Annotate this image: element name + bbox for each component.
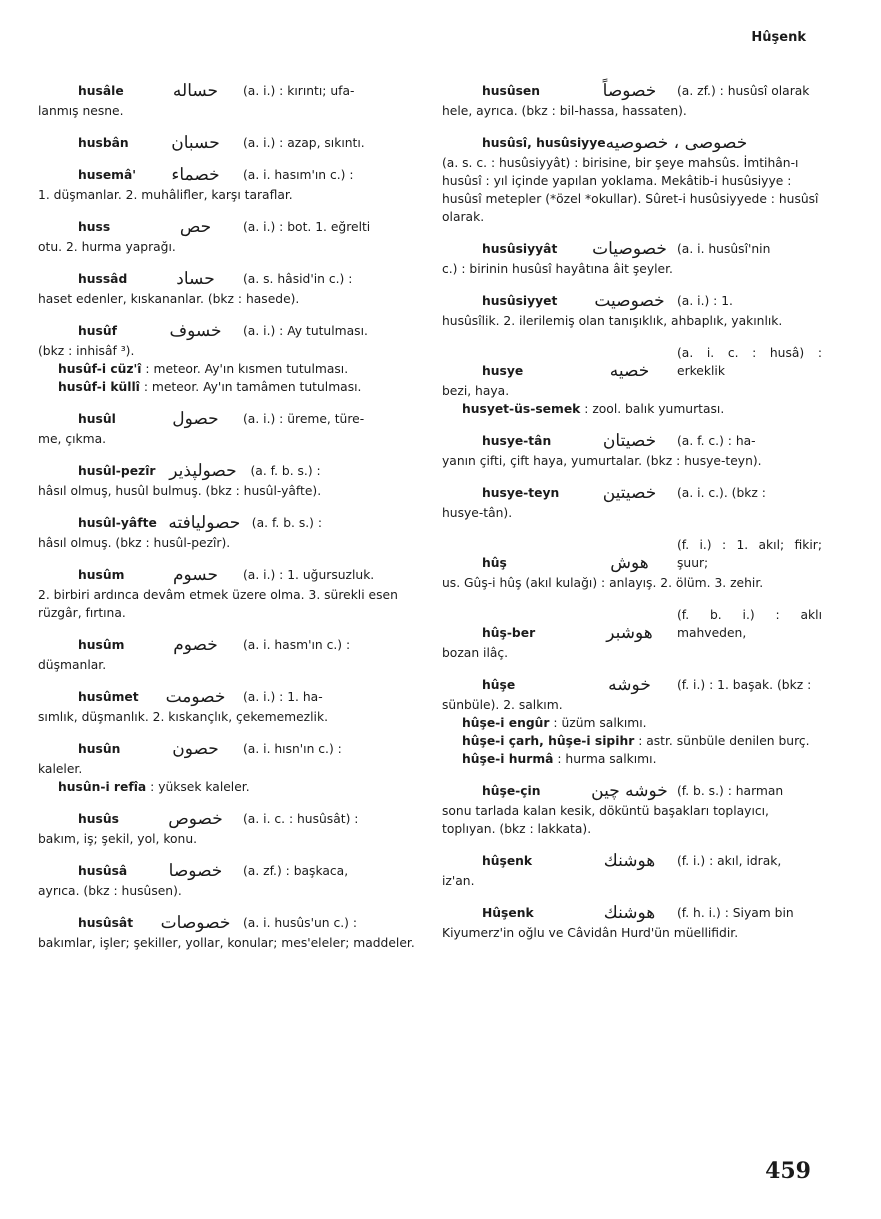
grammar-definition: (a. i. husûsî'nin bbox=[677, 242, 771, 256]
definition-continuation: husûsîlik. 2. ilerilemiş olan tanışıklık, ahbaplık, yakınlık. bbox=[442, 314, 783, 328]
headword: husûn bbox=[78, 742, 121, 756]
headword: husye-tân bbox=[482, 434, 552, 448]
definition-continuation: 1. düşmanlar. 2. muhâlifler, karşı taraflar. bbox=[38, 188, 293, 202]
definition-continuation: c.) : birinin husûsî hayâtına âit şeyler. bbox=[442, 262, 673, 276]
entry-first-line bbox=[38, 166, 418, 184]
sub-definition: : üzüm salkımı. bbox=[553, 716, 647, 730]
arabic-script: خصوم bbox=[173, 635, 218, 655]
grammar-definition: (a. i.) : Ay tutulması. bbox=[243, 324, 368, 338]
grammar-definition: (a. i. hasım'ın c.) : bbox=[243, 168, 354, 182]
dictionary-entry bbox=[38, 740, 418, 796]
grammar-definition: (a. s. hâsid'in c.) : bbox=[243, 272, 353, 286]
sub-headword: hûşe-i hurmâ bbox=[462, 752, 554, 766]
dictionary-entry bbox=[38, 688, 418, 726]
dictionary-entry bbox=[38, 134, 418, 152]
sub-entry bbox=[442, 400, 822, 418]
definition-continuation: sonu tarlada kalan kesik, döküntü başakları toplayıcı, toplıyan. (bkz : lakkata). bbox=[442, 804, 769, 836]
headword: hûşenk bbox=[482, 854, 533, 868]
entry-first-line bbox=[38, 914, 418, 932]
sub-headword: husûn-i refîa bbox=[58, 780, 147, 794]
arabic-script: خصوصیات bbox=[592, 239, 667, 259]
entry-first-line bbox=[442, 344, 822, 380]
sub-definition: : zool. balık yumurtası. bbox=[584, 402, 725, 416]
dictionary-entry bbox=[38, 166, 418, 204]
headword: husûsât bbox=[78, 916, 134, 930]
definition-continuation: bozan ilâç. bbox=[442, 646, 509, 660]
grammar-definition: (f. i.) : 1. başak. (bkz : bbox=[677, 678, 812, 692]
arabic-script: خصیتان bbox=[602, 431, 657, 451]
entry-first-line bbox=[442, 292, 822, 310]
sub-entry bbox=[38, 360, 418, 378]
definition-continuation: Kiyumerz'in oğlu ve Câvidân Hurd'ün müellifidir. bbox=[442, 926, 739, 940]
dictionary-entry bbox=[442, 240, 822, 278]
grammar-definition: (a. i.) : kırıntı; ufa- bbox=[243, 84, 355, 98]
dictionary-entry bbox=[38, 270, 418, 308]
entry-first-line bbox=[442, 484, 822, 502]
dictionary-entry bbox=[38, 810, 418, 848]
sub-definition: : hurma salkımı. bbox=[557, 752, 657, 766]
dictionary-entry bbox=[442, 606, 822, 662]
headword: hûş bbox=[482, 556, 507, 570]
dictionary-entry bbox=[38, 218, 418, 256]
headword: husûs bbox=[78, 812, 119, 826]
entry-first-line bbox=[442, 536, 822, 572]
arabic-script: خصیه bbox=[609, 361, 650, 381]
headword: husûsen bbox=[482, 84, 540, 98]
sub-headword: husûf-i cüz'î bbox=[58, 362, 142, 376]
headword: husûm bbox=[78, 638, 125, 652]
dictionary-entry bbox=[442, 292, 822, 330]
entry-first-line bbox=[442, 782, 822, 800]
sub-definition: : meteor. Ay'ın tamâmen tutulması. bbox=[143, 380, 362, 394]
dictionary-entry bbox=[38, 862, 418, 900]
dictionary-entry bbox=[38, 914, 418, 952]
sub-entry bbox=[38, 378, 418, 396]
definition-continuation: iz'an. bbox=[442, 874, 475, 888]
arabic-script: خصوصی ، خصوصیه bbox=[605, 133, 748, 153]
entry-first-line bbox=[38, 636, 418, 654]
right-column bbox=[442, 82, 822, 956]
arabic-script: خصوصیت bbox=[594, 291, 665, 311]
headword: husûf bbox=[78, 324, 117, 338]
sub-headword: husyet-üs-semek bbox=[462, 402, 581, 416]
entry-first-line bbox=[38, 740, 418, 758]
entry-first-line bbox=[442, 904, 822, 922]
entry-first-line bbox=[38, 322, 418, 340]
arabic-script: خوشه bbox=[608, 675, 651, 695]
grammar-definition: (a. zf.) : husûsî olarak bbox=[677, 84, 810, 98]
headword: husûl-yâfte bbox=[78, 516, 157, 530]
entry-first-line bbox=[38, 810, 418, 828]
headword: hûşe bbox=[482, 678, 516, 692]
dictionary-entry bbox=[442, 134, 822, 226]
definition-continuation: sünbüle). 2. salkım. bbox=[442, 698, 563, 712]
sub-headword: hûşe-i engûr bbox=[462, 716, 550, 730]
arabic-script: حسبان bbox=[171, 133, 220, 153]
headword: hûşe-çin bbox=[482, 784, 541, 798]
dictionary-entry bbox=[38, 566, 418, 622]
headword: husûsiyyet bbox=[482, 294, 558, 308]
entry-first-line bbox=[442, 432, 822, 450]
grammar-definition: (f. i.) : akıl, idrak, bbox=[677, 854, 782, 868]
headword: husûl bbox=[78, 412, 116, 426]
headword: hussâd bbox=[78, 272, 128, 286]
definition-continuation: yanın çifti, çift haya, yumurtalar. (bkz : husye-teyn). bbox=[442, 454, 762, 468]
dictionary-entry bbox=[38, 322, 418, 396]
headword: husye bbox=[482, 364, 524, 378]
arabic-script: هوش bbox=[610, 553, 649, 573]
definition-continuation: otu. 2. hurma yaprağı. bbox=[38, 240, 176, 254]
grammar-definition: (a. i.) : 1. ha- bbox=[243, 690, 323, 704]
dictionary-entry bbox=[442, 432, 822, 470]
entry-first-line bbox=[442, 606, 822, 642]
definition-continuation: (bkz : inhisâf ³). bbox=[38, 344, 135, 358]
dictionary-entry bbox=[38, 636, 418, 674]
entry-first-line bbox=[38, 218, 418, 236]
headword: husâle bbox=[78, 84, 124, 98]
grammar-definition: (a. i.) : bot. 1. eğrelti bbox=[243, 220, 371, 234]
arabic-script: حصولیافته bbox=[168, 513, 241, 533]
grammar-definition: (a. i. c. : husâ) : erkeklik bbox=[677, 346, 822, 378]
sub-definition: : meteor. Ay'ın kısmen tutulması. bbox=[145, 362, 349, 376]
headword: huss bbox=[78, 220, 111, 234]
running-head: Hûşenk bbox=[751, 30, 806, 45]
grammar-definition: (f. b. s.) : harman bbox=[677, 784, 784, 798]
definition-continuation: sımlık, düşmanlık. 2. kıskançlık, çekememezlik. bbox=[38, 710, 328, 724]
sub-entry bbox=[442, 750, 822, 768]
grammar-definition: (a. i.) : 1. bbox=[677, 294, 733, 308]
grammar-definition: (a. i. hısn'ın c.) : bbox=[243, 742, 342, 756]
grammar-definition: (f. h. i.) : Siyam bin bbox=[677, 906, 794, 920]
entry-first-line bbox=[38, 688, 418, 706]
entry-first-line bbox=[38, 862, 418, 880]
headword: husûsî, husûsiyye bbox=[482, 136, 606, 150]
sub-headword: husûf-i küllî bbox=[58, 380, 140, 394]
grammar-definition: (a. f. c.) : ha- bbox=[677, 434, 756, 448]
definition-continuation: us. Gûş-i hûş (akıl kulağı) : anlayış. 2. ölüm. 3. zehir. bbox=[442, 576, 764, 590]
grammar-definition: (a. i. c. : husûsât) : bbox=[243, 812, 359, 826]
arabic-script: حصول bbox=[172, 409, 219, 429]
grammar-definition: (f. i.) : 1. akıl; fikir; şuur; bbox=[677, 538, 822, 570]
arabic-script: خصوصاً bbox=[602, 81, 657, 101]
headword: husûsâ bbox=[78, 864, 128, 878]
definition-continuation: bakımlar, işler; şekiller, yollar, konular; mes'eleler; maddeler. bbox=[38, 936, 415, 950]
dictionary-entry bbox=[442, 536, 822, 592]
definition-continuation: hâsıl olmuş, husûl bulmuş. (bkz : husûl-yâfte). bbox=[38, 484, 322, 498]
dictionary-entry bbox=[442, 484, 822, 522]
dictionary-entry bbox=[38, 410, 418, 448]
dictionary-entry bbox=[38, 82, 418, 120]
grammar-definition: (f. b. i.) : aklı mahveden, bbox=[677, 608, 822, 640]
grammar-definition: (a. i. husûs'un c.) : bbox=[243, 916, 357, 930]
definition-continuation: 2. birbiri ardınca devâm etmek üzere olma. 3. sürekli esen rüzgâr, fırtına. bbox=[38, 588, 398, 620]
grammar-definition: (a. zf.) : başkaca, bbox=[243, 864, 349, 878]
definition-continuation: husye-tân). bbox=[442, 506, 513, 520]
headword: husûm bbox=[78, 568, 125, 582]
headword: husûl-pezîr bbox=[78, 464, 156, 478]
sub-headword: hûşe-i çarh, hûşe-i sipihr bbox=[462, 734, 635, 748]
entry-first-line bbox=[442, 852, 822, 870]
sub-entry bbox=[442, 714, 822, 732]
arabic-script: حسوم bbox=[173, 565, 218, 585]
sub-entry bbox=[38, 778, 418, 796]
grammar-definition: (a. f. b. s.) : bbox=[251, 516, 322, 530]
arabic-script: هوشنك bbox=[603, 851, 656, 871]
sub-definition: : astr. sünbüle denilen burç. bbox=[638, 734, 810, 748]
page-number: 459 bbox=[765, 1158, 811, 1184]
headword: husûsiyyât bbox=[482, 242, 558, 256]
entry-first-line bbox=[38, 270, 418, 288]
entry-first-line bbox=[442, 676, 822, 694]
headword: husemâ' bbox=[78, 168, 137, 182]
dictionary-entry bbox=[442, 676, 822, 768]
definition-continuation: düşmanlar. bbox=[38, 658, 107, 672]
arabic-script: حصولپذیر bbox=[169, 461, 237, 481]
arabic-script: حساد bbox=[176, 269, 215, 289]
entry-first-line bbox=[38, 134, 418, 152]
headword: husbân bbox=[78, 136, 129, 150]
sub-entry bbox=[442, 732, 822, 750]
arabic-script: حصون bbox=[172, 739, 219, 759]
grammar-definition: (a. i.) : azap, sıkıntı. bbox=[243, 136, 365, 150]
arabic-script: حص bbox=[179, 217, 212, 237]
dictionary-entry bbox=[442, 852, 822, 890]
dictionary-entry bbox=[442, 344, 822, 418]
definition-continuation: me, çıkma. bbox=[38, 432, 107, 446]
headword: husûmet bbox=[78, 690, 139, 704]
entry-first-line bbox=[38, 410, 418, 428]
arabic-script: خصوصا bbox=[168, 861, 223, 881]
grammar-definition: (a. i. c.). (bkz : bbox=[677, 486, 766, 500]
sub-definition: : yüksek kaleler. bbox=[150, 780, 250, 794]
arabic-script: خسوف bbox=[169, 321, 222, 341]
definition-continuation: lanmış nesne. bbox=[38, 104, 124, 118]
entry-first-line bbox=[442, 134, 822, 152]
left-column bbox=[38, 82, 418, 966]
arabic-script: خصیتین bbox=[602, 483, 657, 503]
arabic-script: خصومت bbox=[165, 687, 226, 707]
grammar-definition: (a. f. b. s.) : bbox=[250, 464, 321, 478]
entry-first-line bbox=[38, 566, 418, 584]
dictionary-entry bbox=[38, 462, 418, 500]
arabic-script: هوشنك bbox=[603, 903, 656, 923]
definition-continuation: bezi, haya. bbox=[442, 384, 510, 398]
grammar-definition: (a. i.) : üreme, türe- bbox=[243, 412, 365, 426]
definition-continuation: hâsıl olmuş. (bkz : husûl-pezîr). bbox=[38, 536, 231, 550]
headword: hûş-ber bbox=[482, 626, 536, 640]
arabic-script: خصماء bbox=[171, 165, 220, 185]
arabic-script: خصوصات bbox=[160, 913, 231, 933]
headword: husye-teyn bbox=[482, 486, 560, 500]
headword: Hûşenk bbox=[482, 906, 534, 920]
entry-first-line bbox=[38, 82, 418, 100]
grammar-definition: (a. i.) : 1. uğursuzluk. bbox=[243, 568, 375, 582]
arabic-script: حساله bbox=[172, 81, 219, 101]
dictionary-entry bbox=[442, 82, 822, 120]
arabic-script: خصوص bbox=[168, 809, 223, 829]
entry-first-line bbox=[442, 240, 822, 258]
entry-first-line bbox=[38, 462, 418, 480]
definition-continuation: ayrıca. (bkz : husûsen). bbox=[38, 884, 182, 898]
definition-continuation: hele, ayrıca. (bkz : bil-hassa, hassaten). bbox=[442, 104, 687, 118]
definition-continuation: kaleler. bbox=[38, 762, 83, 776]
dictionary-entry bbox=[38, 514, 418, 552]
dictionary-entry bbox=[442, 904, 822, 942]
dictionary-entry bbox=[442, 782, 822, 838]
definition-continuation: haset edenler, kıskananlar. (bkz : hasede). bbox=[38, 292, 300, 306]
grammar-definition: (a. i. hasm'ın c.) : bbox=[243, 638, 351, 652]
entry-first-line bbox=[442, 82, 822, 100]
arabic-script: خوشه چین bbox=[591, 781, 668, 801]
arabic-script: هوشبر bbox=[606, 623, 653, 643]
definition-continuation: bakım, iş; şekil, yol, konu. bbox=[38, 832, 198, 846]
entry-first-line bbox=[38, 514, 418, 532]
definition-continuation: (a. s. c. : husûsiyyât) : birisine, bir şeye mahsûs. İmtihân-ı husûsî : yıl içinde yapılan yoklama. Mekâtib-i husûsiyye : husûsî metepler (*özel *okullar). Sûret-i husûsiyyede : husûsî olarak. bbox=[442, 156, 819, 224]
